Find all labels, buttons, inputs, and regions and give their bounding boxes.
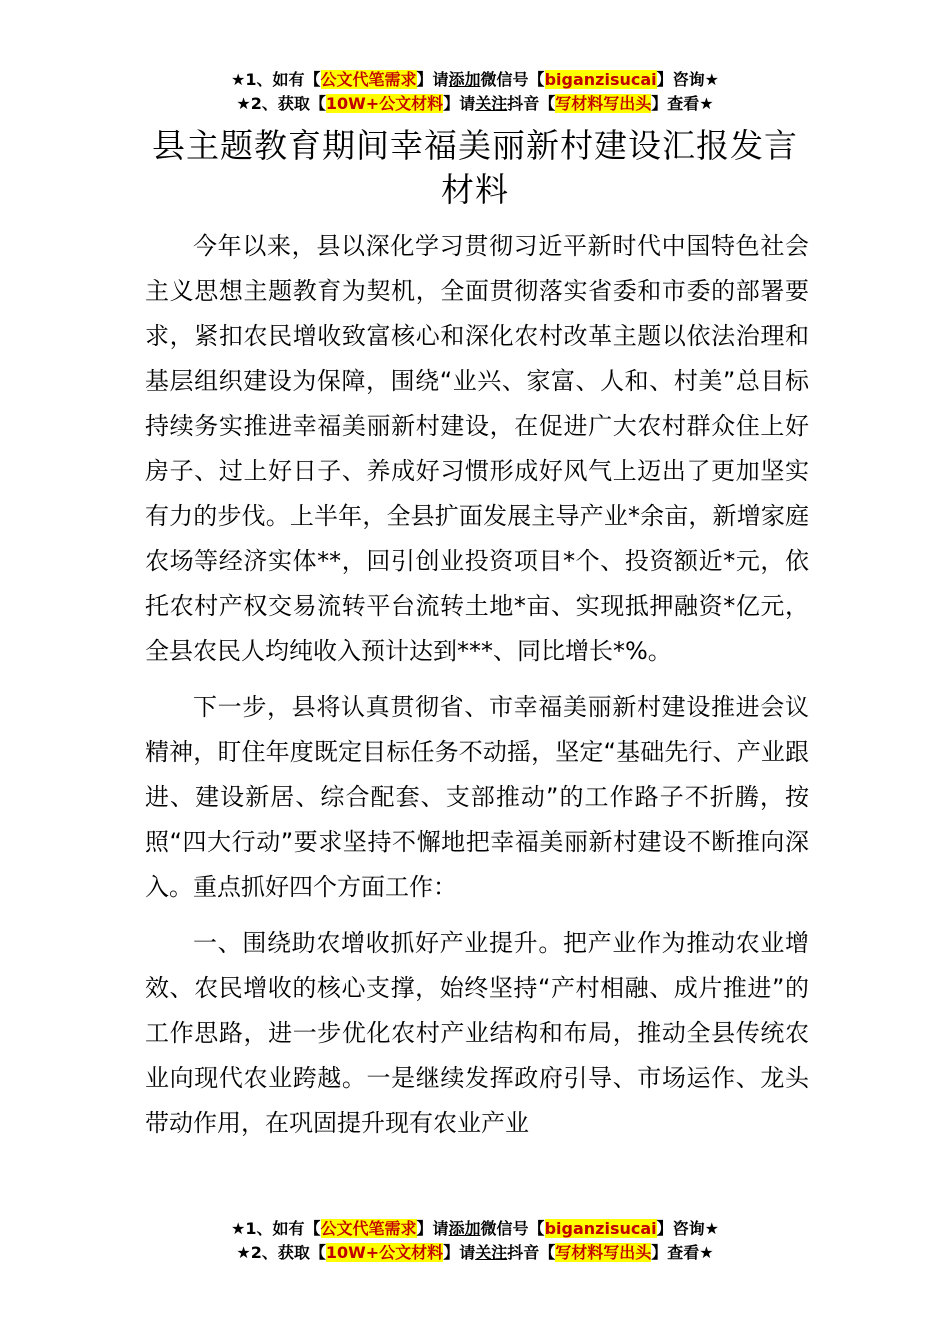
promo-text: ★2、获取【 [236,1243,326,1262]
promo-text: 微信号【 [480,1219,545,1238]
promo-text: 抖音【 [507,1243,556,1262]
promo-text: 微信号【 [480,70,545,89]
promo-text: 】咨询★ [656,1219,719,1238]
body-paragraph: 今年以来，县以深化学习贯彻习近平新时代中国特色社会主义思想主题教育为契机，全面贯彻落实省委和市委的部署要求，紧扣农民增收致富核心和深化农村改革主题以依法治理和基层组织建设为保障，围绕“业兴、家富、人和、村美”总目标持续务实推进幸福美丽新村建设，在促进广大农村群众住上好房子、过上好日子、养成好习惯形成好风气上迈出了更加坚实有力的步伐。上半年，全县扩面发展主导产业*余亩，新增家庭农场等经济实体**，回引创业投资项目*个、投资额近*元，依托农村产权交易流转平台流转土地*亩、实现抵押融资*亿元，全县农民人均纯收入预计达到***、同比增长*%。 [145,232,809,665]
promo-highlight: 公文代笔需求 [320,1219,417,1238]
promo-underline: 添加 [448,70,481,89]
body-paragraph: 下一步，县将认真贯彻省、市幸福美丽新村建设推进会议精神，盯住年度既定目标任务不动摇，坚定“基础先行、产业跟进、建设新居、综合配套、支部推动”的工作路子不折腾，按照“四大行动”要求坚持不懈地把幸福美丽新村建设不断推向深入。重点抓好四个方面工作： [145,693,809,901]
promo-text: 】请 [443,94,476,113]
promo-highlight: biganzisucai [544,1219,657,1238]
promo-text: ★2、获取【 [236,94,326,113]
promo-text: 】请 [443,1243,476,1262]
promo-highlight: biganzisucai [544,70,657,89]
body-paragraph: 一、围绕助农增收抓好产业提升。把产业作为推动农业增效、农民增收的核心支撑，始终坚持“产村相融、成片推进”的工作思路，进一步优化农村产业结构和布局，推动全县传统农业向现代农业跨越。一是继续发挥政府引导、市场运作、龙头带动作用，在巩固提升现有农业产业 [145,929,809,1137]
promo-banner-top [0,68,950,116]
document-body [145,224,809,1157]
promo-highlight: 公文代笔需求 [320,70,417,89]
promo-text: 】咨询★ [656,70,719,89]
promo-line-1 [0,68,950,92]
promo-text: 抖音【 [507,94,556,113]
promo-text: ★1、如有【 [231,1219,321,1238]
promo-text: ★1、如有【 [231,70,321,89]
promo-text: 】查看★ [651,94,714,113]
promo-underline: 关注 [475,1243,508,1262]
promo-text: 】请 [416,1219,449,1238]
promo-highlight: 写材料写出头 [555,1243,652,1262]
promo-highlight: 10W+公文材料 [325,1243,444,1262]
promo-text: 】查看★ [651,1243,714,1262]
promo-line-1 [0,1217,950,1241]
promo-text: 】请 [416,70,449,89]
promo-banner-bottom [0,1217,950,1265]
promo-highlight: 写材料写出头 [555,94,652,113]
promo-underline: 关注 [475,94,508,113]
promo-line-2 [0,1241,950,1265]
document-title: 县主题教育期间幸福美丽新村建设汇报发言材料 [152,126,798,209]
promo-underline: 添加 [448,1219,481,1238]
promo-highlight: 10W+公文材料 [325,94,444,113]
promo-line-2 [0,92,950,116]
